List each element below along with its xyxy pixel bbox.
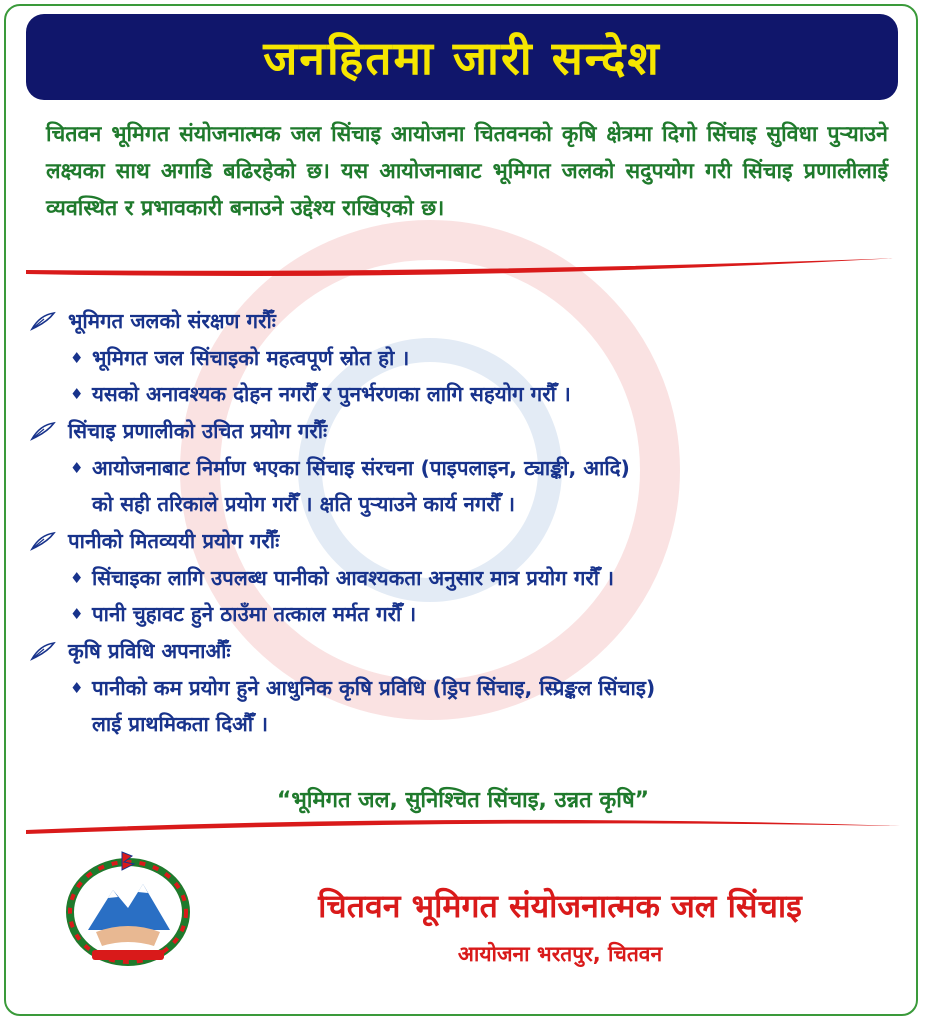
list-item	[70, 560, 910, 596]
bullet-list	[30, 340, 910, 412]
feather-pen-icon	[30, 531, 56, 551]
list-item	[70, 670, 910, 742]
feather-pen-icon	[30, 311, 56, 331]
organization-location: आयोजना भरतपुर, चितवन	[457, 942, 663, 966]
bullet-text: यसको अनावश्यक दोहन नगरौँ र पुनर्भरणका लागि सहयोग गरौँ ।	[92, 382, 571, 406]
guideline-section	[30, 522, 910, 632]
diamond-bullet-icon: ♦	[70, 679, 84, 697]
section-heading-text: सिंचाइ प्रणालीको उचित प्रयोग गरौँः	[68, 419, 328, 443]
bullet-text: पानीको कम प्रयोग हुने आधुनिक कृषि प्रविधि (ड्रिप सिंचाइ, स्प्रिङ्कल सिंचाइ) लाई प्राथमिकता दिऔँ ।	[92, 676, 656, 736]
section-heading	[30, 522, 910, 560]
guidelines-list	[30, 302, 910, 742]
feather-pen-icon	[30, 641, 56, 661]
list-item	[70, 340, 910, 376]
bullet-list	[30, 670, 910, 742]
list-item	[70, 450, 910, 522]
feather-pen-icon	[30, 421, 56, 441]
slogan: “भूमिगत जल, सुनिश्चित सिंचाइ, उन्नत कृषि”	[276, 788, 650, 813]
bullet-text: पानी चुहावट हुने ठाउँमा तत्काल मर्मत गरौँ ।	[92, 602, 417, 626]
divider-swoosh	[26, 256, 900, 278]
bullet-list	[30, 560, 910, 632]
diamond-bullet-icon: ♦	[70, 349, 84, 367]
title-banner	[26, 14, 898, 100]
diamond-bullet-icon: ♦	[70, 605, 84, 623]
bullet-text: भूमिगत जल सिंचाइको महत्वपूर्ण स्रोत हो ।	[92, 346, 410, 370]
page-title: जनहितमा जारी सन्देश	[263, 31, 661, 85]
section-heading-text: कृषि प्रविधि अपनाऔँः	[68, 639, 231, 663]
nepal-coat-of-arms-icon	[58, 850, 198, 970]
guideline-section	[30, 302, 910, 412]
bullet-list	[30, 450, 910, 522]
organization-name: चितवन भूमिगत संयोजनात्मक जल सिंचाइ	[318, 887, 802, 925]
diamond-bullet-icon: ♦	[70, 569, 84, 587]
section-heading-text: पानीको मितव्ययी प्रयोग गरौँः	[68, 529, 280, 553]
section-heading	[30, 302, 910, 340]
bullet-text: आयोजनाबाट निर्माण भएका सिंचाइ संरचना (पाइपलाइन, ट्याङ्की, आदि) को सही तरिकाले प्रयोग गरौँ । क्षति पुऱ्याउने कार्य नगरौँ ।	[92, 456, 630, 516]
list-item	[70, 596, 910, 632]
section-heading-text: भूमिगत जलको संरक्षण गरौँः	[68, 309, 276, 333]
section-heading	[30, 412, 910, 450]
section-heading	[30, 632, 910, 670]
diamond-bullet-icon: ♦	[70, 459, 84, 477]
list-item	[70, 376, 910, 412]
diamond-bullet-icon: ♦	[70, 385, 84, 403]
intro-paragraph: चितवन भूमिगत संयोजनात्मक जल सिंचाइ आयोजना चितवनको कृषि क्षेत्रमा दिगो सिंचाइ सुविधा पुऱ्याउने लक्ष्यका साथ अगाडि बढिरहेको छ। यस आयोजनाबाट भूमिगत जलको सदुपयोग गरी सिंचाइ प्रणालीलाई व्यवस्थित र प्रभावकारी बनाउने उद्देश्य राखिएको छ।	[46, 122, 888, 221]
guideline-section	[30, 412, 910, 522]
bullet-text: सिंचाइका लागि उपलब्ध पानीको आवश्यकता अनुसार मात्र प्रयोग गरौँ ।	[92, 566, 614, 590]
guideline-section	[30, 632, 910, 742]
divider-swoosh	[26, 812, 900, 834]
